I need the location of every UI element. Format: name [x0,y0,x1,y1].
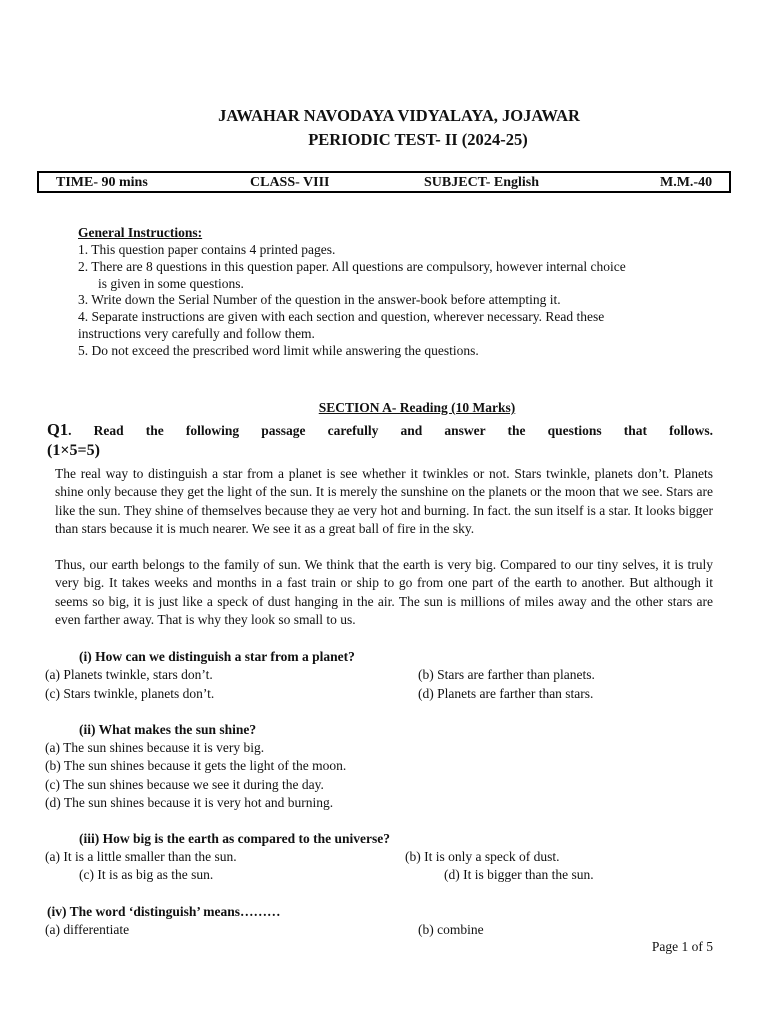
q1-marks: (1×5=5) [47,442,100,459]
page-number: Page 1 of 5 [651,939,713,954]
section-a-title: SECTION A- Reading (10 Marks) [318,400,516,415]
class-label: CLASS- VIII [250,175,330,190]
option-iii-c: (c) It is as big as the sun. [79,867,214,882]
instruction-2: 2. There are 8 questions in this question paper. All questions are compulsory, however internal choice [78,259,626,274]
q1-number: Q1 [47,420,69,439]
option-i-a: (a) Planets twinkle, stars don’t. [45,667,213,682]
option-ii-c: (c) The sun shines because we see it during the day. [45,777,324,792]
time-label: TIME- 90 mins [56,175,148,190]
option-i-c: (c) Stars twinkle, planets don’t. [45,686,215,701]
option-i-b: (b) Stars are farther than planets. [418,667,595,682]
option-iv-a: (a) differentiate [45,922,130,937]
instruction-4-cont: instructions very carefully and follow them. [78,326,315,341]
option-iii-a: (a) It is a little smaller than the sun. [45,849,237,864]
passage-paragraph-2: Thus, our earth belongs to the family of sun. We think that the earth is very big. Compared to our tiny selves, it is truly very big. It takes weeks and months in a fast train or ship to go from one part of the earth to another. But although it seems so big, it is just like a speck of dust hanging in the air. The sun is millions of miles away and the other stars are even farther away. That is why they look so small to us. [55,557,713,627]
instruction-1: 1. This question paper contains 4 printed pages. [78,242,336,257]
option-ii-d: (d) The sun shines because it is very hot and burning. [45,795,334,810]
instruction-2-cont: is given in some questions. [98,276,244,291]
question-ii: (ii) What makes the sun shine? [79,722,257,737]
school-name: JAWAHAR NAVODAYA VIDYALAYA, JOJAWAR [218,106,580,125]
instructions-heading: General Instructions: [78,225,203,240]
instruction-5: 5. Do not exceed the prescribed word limit while answering the questions. [78,343,479,358]
option-iii-b: (b) It is only a speck of dust. [405,849,560,864]
q1-heading [47,420,713,440]
option-ii-a: (a) The sun shines because it is very big. [45,740,265,755]
question-iv: (iv) The word ‘distinguish’ means……… [47,904,281,919]
q1-instruction: . Read the following passage carefully and answer the questions that follows. [68,423,713,438]
question-iii: (iii) How big is the earth as compared to the universe? [79,831,390,846]
option-iii-d: (d) It is bigger than the sun. [444,867,594,882]
subject-label: SUBJECT- English [424,175,540,190]
exam-info-bar [37,171,731,193]
passage-paragraph-1: The real way to distinguish a star from a planet is see whether it twinkles or not. Stars twinkle, planets don’t. Planets shine only because they get the light of the sun. It is merely the sunshine on the planets or the moon that we see. Stars are like the sun. They shine of themselves because they ae very hot and burning. In fact. the sun itself is a star. It looks bigger than stars because it is much nearer. We see it as a great ball of fire in the sky. [55,466,713,536]
question-i: (i) How can we distinguish a star from a planet? [79,649,355,664]
instruction-3: 3. Write down the Serial Number of the question in the answer-book before attempting it. [78,292,561,307]
test-title: PERIODIC TEST- II (2024-25) [308,130,528,149]
max-marks-label: M.M.-40 [660,175,713,190]
option-iv-b: (b) combine [418,922,484,937]
option-i-d: (d) Planets are farther than stars. [418,686,594,701]
instruction-4: 4. Separate instructions are given with each section and question, wherever necessary. Read these [78,309,605,324]
option-ii-b: (b) The sun shines because it gets the light of the moon. [45,758,347,773]
